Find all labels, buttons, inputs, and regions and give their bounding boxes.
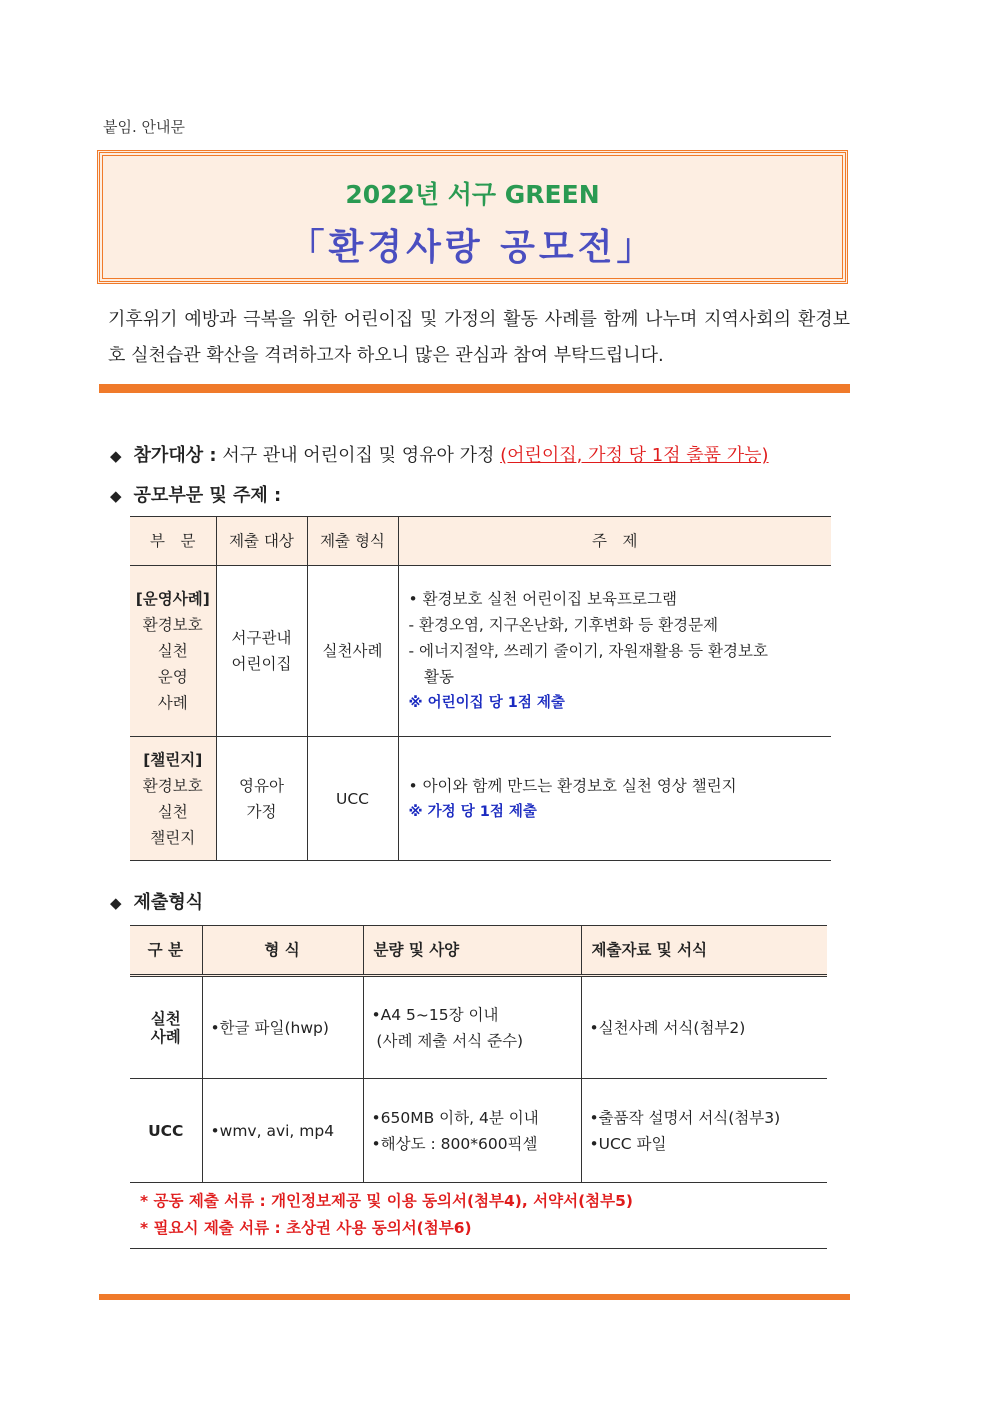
format-label: 제출형식 bbox=[133, 892, 204, 913]
header-type: 구 분 bbox=[130, 926, 202, 976]
category-line: 환경보호 bbox=[142, 616, 203, 634]
category-line: 챌린지 bbox=[150, 828, 196, 847]
topic-line: - 환경오염, 지구온난화, 기후변화 등 환경문제 bbox=[408, 616, 719, 634]
form-cell: •wmv, avi, mp4 bbox=[202, 1079, 363, 1183]
format-cell: UCC bbox=[307, 737, 398, 861]
header-format: 제출 형식 bbox=[307, 517, 398, 566]
table-row bbox=[130, 566, 831, 737]
type-cell bbox=[130, 976, 202, 1079]
divider-top bbox=[99, 384, 850, 393]
format-heading bbox=[110, 888, 203, 914]
table-header-row bbox=[130, 926, 827, 976]
topic-line: 활동 bbox=[408, 668, 454, 686]
eligibility-text: 서구 관내 어린이집 및 영유아 가정 bbox=[222, 445, 495, 466]
header-spec: 분량 및 사양 bbox=[363, 926, 581, 976]
header-form: 형 식 bbox=[202, 926, 363, 976]
eligibility-line bbox=[110, 441, 769, 467]
header-topic: 주 제 bbox=[398, 517, 831, 566]
topic-note: ※ 어린이집 당 1점 제출 bbox=[408, 695, 565, 711]
diamond-bullet-icon: ◆ bbox=[110, 487, 122, 505]
category-cell bbox=[130, 566, 216, 737]
target-cell bbox=[216, 566, 307, 737]
spec-line: •해상도 : 800*600픽셀 bbox=[371, 1134, 538, 1153]
materials-line: •실천사례 서식(첨부2) bbox=[589, 1018, 746, 1037]
diamond-bullet-icon: ◆ bbox=[110, 894, 122, 912]
materials-line: •UCC 파일 bbox=[589, 1134, 667, 1153]
category-cell bbox=[130, 737, 216, 861]
categories-heading bbox=[110, 481, 281, 507]
intro-text: 기후위기 예방과 극복을 위한 어린이집 및 가정의 활동 사례를 함께 나누며 지역사회의 환경보호 실천습관 확산을 격려하고자 하오니 많은 관심과 참여 부탁드립니다. bbox=[108, 309, 850, 366]
category-tag: [운영사례] bbox=[135, 590, 210, 608]
topic-cell bbox=[398, 566, 831, 737]
categories-label: 공모부문 및 주제 : bbox=[133, 485, 282, 506]
header-target: 제출 대상 bbox=[216, 517, 307, 566]
spec-line: (사례 제출 서식 준수) bbox=[371, 1031, 524, 1050]
format-table bbox=[130, 925, 827, 1183]
footnotes bbox=[130, 1188, 827, 1249]
topic-line: - 에너지절약, 쓰레기 줄이기, 자원재활용 등 환경보호 bbox=[408, 642, 768, 660]
table-row bbox=[130, 737, 831, 861]
attachment-label: 붙임. 안내문 bbox=[103, 118, 185, 136]
type-line: 사례 bbox=[150, 1027, 181, 1046]
type-cell bbox=[130, 1079, 202, 1183]
materials-cell bbox=[581, 976, 827, 1079]
table-row bbox=[130, 1079, 827, 1183]
category-line: 환경보호 bbox=[142, 776, 203, 795]
footnote-optional: * 필요시 제출 서류 : 초상권 사용 동의서(첨부6) bbox=[140, 1219, 472, 1237]
title-contest: 「환경사랑 공모전」 bbox=[288, 227, 657, 268]
topic-note: ※ 가정 당 1점 제출 bbox=[408, 803, 537, 820]
category-line: 운영 bbox=[157, 668, 188, 686]
title-box bbox=[97, 150, 848, 284]
table-row bbox=[130, 976, 827, 1079]
target-line: 영유아 bbox=[239, 776, 284, 795]
target-line: 어린이집 bbox=[231, 655, 292, 673]
eligibility-note: (어린이집, 가정 당 1점 출품 가능) bbox=[500, 445, 769, 466]
type-line: UCC bbox=[148, 1121, 184, 1140]
category-line: 실천 bbox=[157, 802, 188, 821]
spec-cell bbox=[363, 976, 581, 1079]
topic-line: • 환경보호 실천 어린이집 보육프로그램 bbox=[408, 590, 677, 608]
target-cell bbox=[216, 737, 307, 861]
spec-line: •650MB 이하, 4분 이내 bbox=[371, 1108, 539, 1127]
divider-bottom bbox=[99, 1294, 850, 1300]
categories-table bbox=[130, 516, 831, 861]
category-line: 실천 bbox=[157, 642, 188, 660]
diamond-bullet-icon: ◆ bbox=[110, 447, 122, 465]
materials-line: •출품작 설명서 서식(첨부3) bbox=[589, 1108, 781, 1127]
table-header-row bbox=[130, 517, 831, 566]
title-year: 2022년 서구 GREEN bbox=[345, 180, 600, 209]
target-line: 가정 bbox=[246, 802, 277, 821]
header-category: 부 문 bbox=[130, 517, 216, 566]
type-line: 실천 bbox=[150, 1009, 181, 1028]
category-tag: [챌린지] bbox=[143, 750, 203, 769]
form-cell: •한글 파일(hwp) bbox=[202, 976, 363, 1079]
header-materials: 제출자료 및 서식 bbox=[581, 926, 827, 976]
spec-cell bbox=[363, 1079, 581, 1183]
topic-cell bbox=[398, 737, 831, 861]
format-cell: 실천사례 bbox=[307, 566, 398, 737]
eligibility-label: 참가대상 : bbox=[133, 445, 217, 466]
target-line: 서구관내 bbox=[231, 629, 292, 647]
topic-line: • 아이와 함께 만드는 환경보호 실천 영상 챌린지 bbox=[408, 776, 737, 795]
category-line: 사례 bbox=[157, 694, 188, 712]
materials-cell bbox=[581, 1079, 827, 1183]
spec-line: •A4 5~15장 이내 bbox=[371, 1005, 499, 1024]
footnote-common: * 공동 제출 서류 : 개인정보제공 및 이용 동의서(첨부4), 서약서(첨부5) bbox=[140, 1192, 633, 1210]
